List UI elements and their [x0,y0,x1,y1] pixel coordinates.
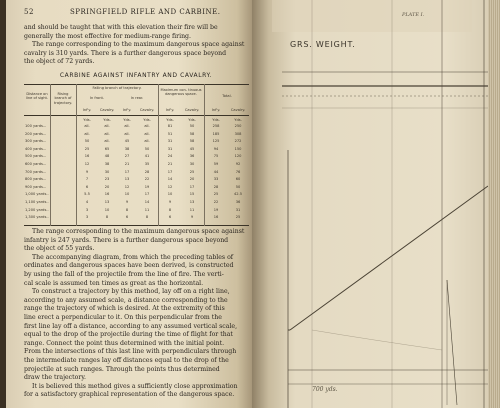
table-cell: 17 [167,169,173,174]
text-line: equal to the drop of the projectile during the time of flight for that [24,331,233,339]
table-cell: 21 [124,162,130,166]
table-cell: 28 [144,169,150,174]
table-cell: 92 [235,162,241,166]
table-cell: 27 [124,154,130,159]
row-distance: 1,200 yards.. [25,207,49,212]
table-cell: 6 [168,215,172,220]
subheader-cell: Inf'y. [165,108,175,112]
page-header [24,8,244,20]
table-cell: 45 [124,139,130,144]
subheader-cell: Cavalry. [230,108,246,112]
table-cell: 81 [167,124,173,128]
table-cell: all. [144,131,150,136]
header-in-rear: In rear. [130,96,144,100]
table-cell: 48 [104,154,110,159]
row-distance: 200 yards... [25,131,47,136]
row-distance: 1,300 yards.. [25,215,49,220]
table-cell: 250 [234,124,242,128]
header-rising: Rising branch of trajectory. [53,92,73,105]
table-cell: 24 [167,154,173,159]
table-cell: 16 [104,192,110,197]
table-cell: 12 [124,184,130,189]
table-cell: 25 [84,146,90,151]
header-falling: Falling branch of trajectory. [92,86,142,90]
table-cell: 10 [167,192,173,197]
table-cell: 3 [85,215,89,220]
text-line: and should be taught that with this elevation their fire will be [24,24,218,31]
table-cell: all. [124,131,130,136]
row-distance: 300 yards... [25,139,47,144]
subheader-cell: Inf'y. [211,108,221,112]
header-in-front: In front. [89,96,105,100]
table-cell: 150 [234,146,242,151]
running-head: SPRINGFIELD RIFLE AND CARBINE. [70,8,221,16]
table-cell: 125 [212,139,220,144]
table-cell: 33 [213,177,219,182]
plate-title: GRS. WEIGHT. [290,40,356,49]
table-cell: 12 [84,162,90,166]
subheader-cell: Inf'y. [82,108,92,112]
table-cell: 41 [144,154,150,159]
text-line: cal scale is assumed ten times as great as the horizontal. [24,279,204,287]
table-cell: 45 [189,146,195,151]
text-line: To construct a trajectory by this method, lay off on a right line, [32,288,230,296]
table-cell: 23 [104,177,110,182]
table-cell: 8 [105,215,109,220]
text-line: the intermediate ranges lay off distances equal to the drop of the [24,356,229,364]
unit-cell: Yds. [123,118,131,122]
table-cell: 14 [144,200,150,204]
row-distance: 1,000 yards.. [25,192,49,197]
table-cell: 36 [235,200,241,204]
text-line: cavalry is 310 yards. There is a further dangerous space beyond [24,49,227,57]
table-cell: 14 [167,177,173,182]
table-cell: 16 [84,154,90,159]
scale-label: 700 yds. [312,386,338,393]
table-cell: all. [124,124,130,128]
table-cell: 19 [144,184,150,189]
table-cell: 12 [167,184,173,189]
text-line: the object of 72 yards. [24,58,95,66]
table-cell: all. [84,131,90,136]
table-cell: 8 [125,207,129,212]
row-distance: 1,100 yards.. [25,200,49,204]
unit-cell: Yds. [83,118,91,122]
text-line: It is believed this method gives a sufficiently close approximation [32,382,238,390]
table-cell: 31 [167,146,173,151]
text-line: by using the fall of the projectile from the line of fire. The verti- [24,270,224,278]
table-cell: 76 [235,169,241,174]
table-cell: 42.5 [233,192,242,197]
table-cell: 11 [144,207,150,212]
table-cell: 3 [85,207,89,212]
text-line: according to any assumed scale, a distance corresponding to the [24,296,228,304]
header-maximum: Maximum con- tinuous dangerous space. [160,88,202,97]
trajectory-diagram [252,0,492,408]
table-cell: 10 [124,192,130,197]
table-cell: 15 [189,192,195,197]
table-cell: 94 [213,146,219,151]
table-cell: 25 [235,215,241,220]
row-distance: 600 yards... [25,162,47,166]
table-cell: 13 [104,200,110,204]
table-cell: 7 [85,177,89,182]
table-cell: all. [104,124,110,128]
table-cell: 9 [190,215,194,220]
unit-cell: Yds. [103,118,111,122]
data-table [24,84,249,226]
table-cell: 25 [213,192,219,197]
text-line: range. Connect the point thus determined with the initial point. [24,339,225,347]
table-cell: 11 [189,207,195,212]
unit-cell: Yds. [143,118,151,122]
unit-cell: Yds. [234,118,242,122]
table-cell: all. [104,139,110,144]
table-cell: 13 [189,200,195,204]
table-cell: 31 [235,207,241,212]
text-line: the object of 55 yards. [24,245,95,253]
table-cell: 13 [124,177,130,182]
table-cell: 50 [144,146,150,151]
table-cell: 4 [85,200,89,204]
unit-cell: Yds. [212,118,220,122]
table-cell: 16 [213,215,219,220]
text-line: generally the most effective for medium-range firing. [24,32,191,40]
table-cell: 28 [213,184,219,189]
subheader-cell: Inf'y. [122,108,132,112]
table-cell: 22 [144,177,150,182]
table-cell: 36 [189,154,195,159]
row-distance: 400 yards... [25,146,47,151]
table-cell: 51 [167,131,173,136]
text-line: range the trajectory of which is desired. At the extremity of this [24,305,225,313]
paragraph-2 [24,228,246,400]
table-cell: 6 [125,215,129,220]
table-cell: 17 [189,184,195,189]
table-cell: 60 [235,177,241,182]
table-cell: 58 [189,139,195,144]
table-title: CARBINE AGAINST INFANTRY AND CAVALRY. [59,72,213,79]
row-distance: 700 yards... [25,169,47,174]
table-cell: all. [104,131,110,136]
table-cell: 20 [189,177,195,182]
header-total: Total. [222,94,232,98]
table-cell: 8 [145,215,149,220]
text-line: The accompanying diagram, from which the preceding tables of [32,253,234,261]
table-cell: 30 [104,169,110,174]
page-edges [488,0,500,408]
table-cell: 22 [213,200,219,204]
table-cell: 308 [234,131,242,136]
left-page [6,0,252,408]
subheader-cell: Cavalry. [184,108,200,112]
row-distance: 500 yards... [25,154,47,159]
table-cell: 31 [167,139,173,144]
table-cell: 75 [213,154,219,159]
text-line: for a satisfactory graphical representation of the dangerous space. [24,391,235,399]
plate-label: PLATE I. [402,12,425,18]
table-cell: 185 [212,131,220,136]
row-distance: 900 yards... [25,184,47,189]
table-cell: 9 [168,200,172,204]
subheader-cell: Cavalry. [99,108,115,112]
table-cell: 58 [189,131,195,136]
table-cell: 272 [234,139,242,144]
table-cell: all. [144,124,150,128]
table-cell: 10 [104,207,110,212]
table-cell: 5.5 [84,192,90,197]
table-cell: 30 [189,162,195,166]
page-number: 52 [24,8,34,16]
text-line: From the intersections of this last line with perpendiculars through [24,348,237,356]
table-cell: 20 [104,184,110,189]
row-distance: 100 yards... [25,124,47,128]
table-cell: 50 [84,139,90,144]
table-cell: 44 [213,169,219,174]
row-distance: 800 yards... [25,177,47,182]
table-cell: 120 [234,154,242,159]
table-cell: 258 [212,124,220,128]
table-cell: 65 [104,146,110,151]
table-cell: 9 [85,169,89,174]
text-line: ordinates and dangerous spaces have been derived, is constructed [24,262,234,270]
table-cell: 25 [189,169,195,174]
table-cell: 59 [213,162,219,166]
table-cell: 38 [104,162,110,166]
table-cell: 21 [167,162,173,166]
text-line: infantry is 247 yards. There is a further dangerous space beyond [24,236,229,244]
table-cell: all. [84,124,90,128]
table-cell: 50 [189,124,195,128]
table-cell: 17 [144,192,150,197]
table-cell: all. [144,139,150,144]
text-line: projectile at such ranges. Through the points thus determined [24,365,220,373]
subheader-cell: Cavalry. [139,108,155,112]
table-cell: 50 [235,184,241,189]
table-cell: 8 [168,207,172,212]
paragraph-1 [24,24,246,67]
unit-cell: Yds. [188,118,196,122]
text-line: draw the trajectory. [24,374,86,382]
text-line: The range corresponding to the maximum dangerous space against [32,41,245,49]
table-cell: 17 [124,169,130,174]
header-distance: Distance on line of sight. [25,92,49,101]
table-cell: 35 [144,162,150,166]
right-page [252,0,492,408]
table-cell: 38 [124,146,130,151]
text-line: first line lay off a distance, according to any assumed vertical scale, [24,322,238,330]
unit-cell: Yds. [166,118,174,122]
text-line: The range corresponding to the maximum dangerous space against [32,228,245,235]
table-cell: 19 [213,207,219,212]
table-cell: 9 [125,200,129,204]
table-cell: 6 [85,184,89,189]
text-line: line erect a perpendicular to it. On this perpendicular from the [24,313,222,321]
